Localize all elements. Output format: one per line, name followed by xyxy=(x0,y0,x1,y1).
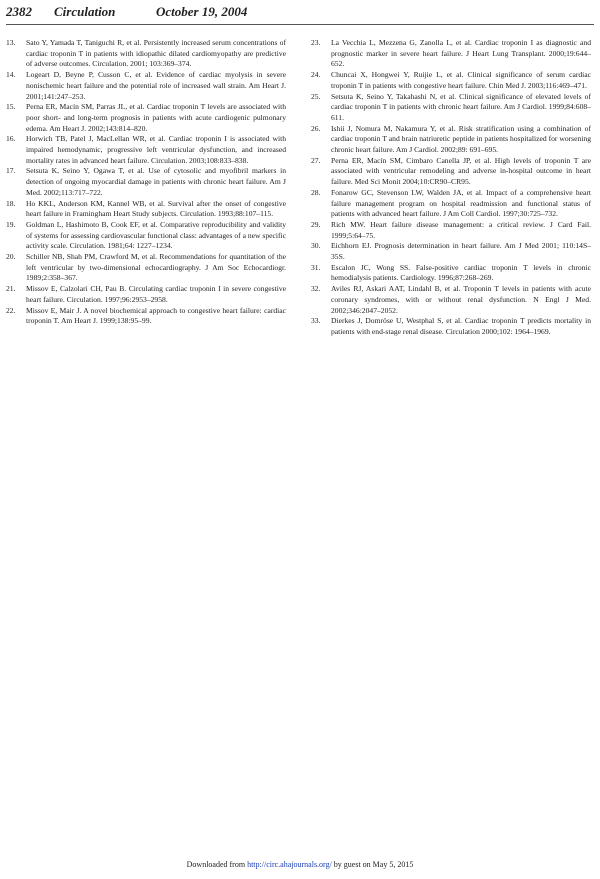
header-rule xyxy=(6,24,594,25)
reference-number: 23. xyxy=(311,38,321,47)
reference-number: 26. xyxy=(311,123,321,133)
reference-item xyxy=(311,124,591,156)
footer-link[interactable]: http://circ.ahajournals.org/ xyxy=(247,860,332,869)
reference-item xyxy=(6,306,286,327)
reference-text: Horwich TB, Patel J, MacLellan WR, et al. Cardiac troponin I is associated with impaired hemodynamic, progressive left ventricular dysfunction, and increased mortality rates in advanced heart failure. Circulation. 2003;108:833–838. xyxy=(26,134,286,165)
reference-item xyxy=(311,38,591,70)
reference-text: Schiller NB, Shah PM, Crawford M, et al. Recommendations for quantitation of the left ventricular by two-dimensional echocardiography. J Am Soc Echocardiogr. 1989;2:358–367. xyxy=(26,252,286,283)
reference-item xyxy=(311,92,591,124)
reference-item xyxy=(311,220,591,241)
reference-number: 17. xyxy=(6,166,16,176)
reference-item xyxy=(311,188,591,220)
reference-item xyxy=(6,166,286,198)
reference-number: 20. xyxy=(6,252,16,262)
reference-item xyxy=(6,199,286,220)
reference-number: 33. xyxy=(311,316,321,326)
footer-prefix: Downloaded from xyxy=(186,860,248,869)
reference-item xyxy=(6,134,286,166)
reference-number: 27. xyxy=(311,155,321,165)
reference-number: 16. xyxy=(6,134,16,144)
reference-text: Logeart D, Beyne P, Cusson C, et al. Evidence of cardiac myolysis in severe nonischemic heart failure and the potential role of increased wall strain. Am Heart J. 2001;141:247–253. xyxy=(26,70,286,101)
reference-text: Ishii J, Nomura M, Nakamura Y, et al. Risk stratification using a combination of cardiac troponin T and brain natriuretic peptide in patients hospitalized for worsening chronic heart failure. Am J Cardiol. 2002;89: 691–695. xyxy=(331,123,591,155)
reference-item xyxy=(6,38,286,70)
journal-name: Circulation xyxy=(54,4,116,19)
reference-number: 29. xyxy=(311,219,321,229)
reference-number: 25. xyxy=(311,91,321,101)
reference-item xyxy=(311,241,591,262)
reference-item xyxy=(6,252,286,284)
issue-date: October 19, 2004 xyxy=(156,4,248,19)
reference-text: Dierkes J, Domröse U, Westphal S, et al. Cardiac troponin T predicts mortality in patients with end-stage renal disease. Circulation 2000;102: 1964–1969. xyxy=(331,316,591,336)
reference-number: 14. xyxy=(6,70,16,80)
reference-item xyxy=(6,284,286,305)
reference-number: 15. xyxy=(6,102,16,112)
reference-number: 22. xyxy=(6,305,16,315)
download-footer xyxy=(0,860,600,869)
reference-number: 28. xyxy=(311,187,321,197)
footer-suffix: by guest on May 5, 2015 xyxy=(331,860,414,869)
reference-number: 32. xyxy=(311,284,321,294)
reference-text: Perna ER, Macín SM, Cimbaro Canella JP, et al. High levels of troponin T are associated with ventricular remodeling and adverse in-hospital outcome in heart failure. Med Sci Monit 2004;10:CR90–CR95. xyxy=(331,155,591,187)
reference-text: Setsuta K, Seino Y, Ogawa T, et al. Use of cytosolic and myofibril markers in detection of ongoing myocardial damage in patients with chronic heart failure. Am J Med. 2002;113:717–722. xyxy=(26,166,286,197)
reference-item xyxy=(6,70,286,102)
reference-number: 21. xyxy=(6,284,16,294)
references-left-column xyxy=(6,38,286,327)
reference-text: Escalon JC, Wong SS. False-positive cardiac troponin T levels in chronic hemodialysis patients. Cardiology. 1996;87:268–269. xyxy=(331,262,591,283)
reference-number: 18. xyxy=(6,198,16,208)
reference-text: Ho KKL, Anderson KM, Kannel WB, et al. Survival after the onset of congestive heart failure in Framingham Heart Study subjects. Circulation. 1993;88:107–115. xyxy=(26,198,286,219)
reference-text: Chuncai X, Hongwei Y, Ruijie L, et al. Clinical significance of serum cardiac troponin T in patients with congestive heart failure. Chin Med J. 2003;116:469–471. xyxy=(331,70,591,90)
reference-item xyxy=(311,316,591,337)
reference-text: Setsuta K, Seino Y, Takahashi N, et al. Clinical significance of elevated levels of cardiac troponin T in patients with chronic heart failure. Am J Cardiol. 1999;84:608–611. xyxy=(331,91,591,122)
reference-number: 30. xyxy=(311,241,321,251)
reference-text: Fonarow GC, Stevenson LW, Walden JA, et al. Impact of a comprehensive heart failure management program on hospital readmission and functional status of patients with advanced heart failure. J Am Coll Cardiol. 1997;30:725–732. xyxy=(331,187,591,219)
reference-text: La Vecchia L, Mezzena G, Zanolla L, et al. Cardiac troponin I as diagnostic and prognostic marker in severe heart failure. J Heart Lung Transplant. 2000;19:644–652. xyxy=(331,38,591,69)
reference-number: 31. xyxy=(311,262,321,272)
page-number: 2382 xyxy=(6,4,32,19)
reference-text: Missov E, Mair J. A novel biochemical approach to congestive heart failure: cardiac troponin T. Am Heart J. 1999;138:95–99. xyxy=(26,305,286,326)
reference-item xyxy=(6,102,286,134)
reference-number: 19. xyxy=(6,219,16,229)
reference-number: 24. xyxy=(311,70,321,80)
reference-text: Perna ER, Macín SM, Parras JL, et al. Cardiac troponin T levels are associated with poor short- and long-term prognosis in patients with acute cardiogenic pulmonary edema. Am Heart J. 2002;143:814–820. xyxy=(26,102,286,133)
reference-text: Rich MW. Heart failure disease management: a critical review. J Card Fail. 1999;5:64–75. xyxy=(331,219,591,240)
reference-text: Goldman L, Hashimoto B, Cook EF, et al. Comparative reproducibility and validity of systems for assessing cardiovascular functional class: advantages of a new specific activity scale. Circulation. 1981;64: 1227–1234. xyxy=(26,219,287,251)
reference-item xyxy=(311,263,591,284)
reference-number: 13. xyxy=(6,38,16,47)
reference-text: Sato Y, Yamada T, Taniguchi R, et al. Persistently increased serum concentrations of cardiac troponin T in patients with idiopathic dilated cardiomyopathy are predictive of adverse outcomes. Circulation. 2001; 103:369–374. xyxy=(26,38,286,69)
reference-text: Eichhorn EJ. Prognosis determination in heart failure. Am J Med 2001; 110:14S–35S. xyxy=(331,241,591,262)
reference-item xyxy=(311,284,591,316)
reference-text: Missov E, Calzolari CH, Pau B. Circulating cardiac troponin I in severe congestive heart failure. Circulation. 1997;96:2953–2958. xyxy=(26,284,286,304)
reference-item xyxy=(311,70,591,91)
reference-item xyxy=(6,220,286,252)
page-header xyxy=(6,2,594,22)
references-right-column xyxy=(311,38,591,338)
reference-item xyxy=(311,156,591,188)
reference-text: Aviles RJ, Askari AAT, Lindahl B, et al. Troponin T levels in patients with acute coronary syndromes, with or without renal dysfunction. N Engl J Med. 2002;346:2047–2052. xyxy=(331,284,591,315)
